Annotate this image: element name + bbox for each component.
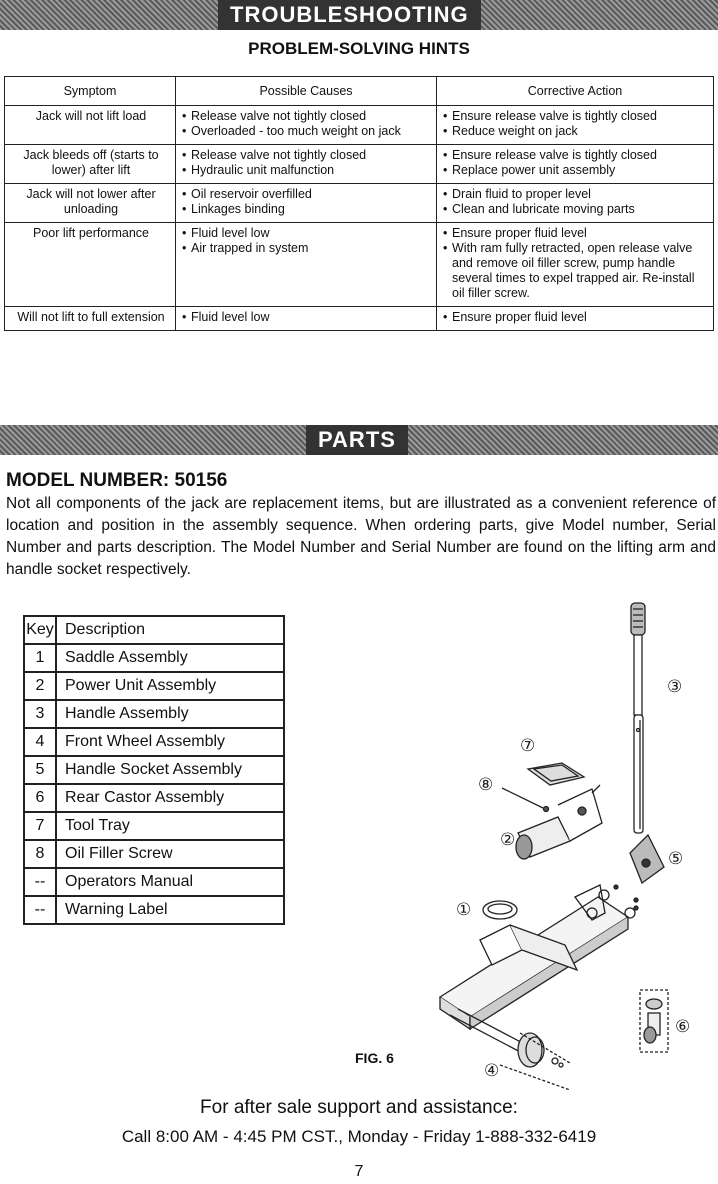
problem-solving-subtitle: PROBLEM-SOLVING HINTS [248, 39, 470, 58]
table-row [24, 672, 284, 700]
part-key: 6 [24, 784, 56, 812]
description-header: Description [56, 616, 284, 644]
key-header: Key [24, 616, 56, 644]
part-description: Rear Castor Assembly [56, 784, 284, 812]
floor-jack-exploded-diagram [330, 595, 718, 1090]
parts-title: PARTS [306, 425, 408, 455]
callout-4: ④ [484, 1061, 500, 1080]
action-item: • With ram fully retracted, open release valve and remove oil filler screw, pump handle several times to expel trapped air. Re-install oil filler screw. [443, 241, 709, 301]
causes-cell [176, 223, 437, 307]
action-item: • Ensure proper fluid level [443, 226, 709, 241]
troubleshooting-title: TROUBLESHOOTING [218, 0, 481, 30]
part-description: Power Unit Assembly [56, 672, 284, 700]
action-item: • Ensure proper fluid level [443, 310, 709, 325]
actions-cell [437, 184, 714, 223]
callout-2: ② [500, 830, 516, 849]
table-row [5, 184, 714, 223]
support-phone-line: Call 8:00 AM - 4:45 PM CST., Monday - Friday 1-888-332-6419 [121, 1127, 597, 1146]
causes-cell [176, 145, 437, 184]
callout-6: ⑥ [675, 1017, 691, 1036]
action-item: • Drain fluid to proper level [443, 187, 709, 202]
cause-item: • Linkages binding [182, 202, 432, 217]
column-corrective-action: Corrective Action [437, 77, 714, 106]
cause-item: • Hydraulic unit malfunction [182, 163, 432, 178]
action-item: • Replace power unit assembly [443, 163, 709, 178]
cause-item: • Air trapped in system [182, 241, 432, 256]
handle-socket-drawing [614, 835, 664, 910]
handle-assembly-drawing [631, 603, 645, 833]
cause-item: • Release valve not tightly closed [182, 148, 432, 163]
callout-5: ⑤ [668, 849, 684, 868]
cause-item: • Fluid level low [182, 226, 432, 241]
table-row [24, 756, 284, 784]
troubleshooting-table [4, 76, 714, 331]
saddle-drawing [483, 901, 517, 919]
part-description: Warning Label [56, 896, 284, 924]
actions-cell [437, 106, 714, 145]
part-description: Tool Tray [56, 812, 284, 840]
part-description: Handle Assembly [56, 700, 284, 728]
symptom-cell: Poor lift performance [5, 223, 176, 307]
action-item: • Ensure release valve is tightly closed [443, 109, 709, 124]
part-key: 8 [24, 840, 56, 868]
symptom-cell: Jack will not lift load [5, 106, 176, 145]
cause-item: • Oil reservoir overfilled [182, 187, 432, 202]
callout-8: ⑧ [478, 775, 494, 794]
table-row [24, 644, 284, 672]
tool-tray-drawing [528, 763, 584, 785]
symptom-cell: Jack bleeds off (starts to lower) after lift [5, 145, 176, 184]
callout-1: ① [456, 900, 472, 919]
part-key: 4 [24, 728, 56, 756]
cause-item: • Overloaded - too much weight on jack [182, 124, 432, 139]
actions-cell [437, 145, 714, 184]
column-symptom: Symptom [5, 77, 176, 106]
table-row [5, 106, 714, 145]
table-row [24, 784, 284, 812]
part-description: Front Wheel Assembly [56, 728, 284, 756]
symptom-cell: Jack will not lower after unloading [5, 184, 176, 223]
parts-list-table [23, 615, 285, 925]
symptom-cell: Will not lift to full extension [5, 307, 176, 331]
troubleshooting-header-band [0, 0, 718, 30]
figure-label: FIG. 6 [355, 1050, 394, 1066]
parts-intro-paragraph: Not all components of the jack are replacement items, but are illustrated as a convenient reference of location and position in the assembly sequence. When ordering parts, give Model number, Serial Number and parts description. The Model Number and Serial Number are found on the lifting arm and handle socket respectively. [6, 495, 716, 578]
cause-item: • Fluid level low [182, 310, 432, 325]
model-number: MODEL NUMBER: 50156 [6, 470, 228, 491]
causes-cell [176, 106, 437, 145]
part-key: -- [24, 896, 56, 924]
action-item: • Ensure release valve is tightly closed [443, 148, 709, 163]
front-wheel-drawing [500, 1033, 570, 1090]
table-row [5, 223, 714, 307]
part-key: 5 [24, 756, 56, 784]
callout-3: ③ [667, 677, 683, 696]
table-row [24, 896, 284, 924]
callout-7: ⑦ [520, 736, 536, 755]
actions-cell [437, 307, 714, 331]
troubleshooting-header-row [5, 77, 714, 106]
part-key: 7 [24, 812, 56, 840]
action-item: • Reduce weight on jack [443, 124, 709, 139]
causes-cell [176, 307, 437, 331]
table-row [24, 812, 284, 840]
table-row [24, 868, 284, 896]
table-row [24, 840, 284, 868]
action-item: • Clean and lubricate moving parts [443, 202, 709, 217]
table-row [5, 307, 714, 331]
table-row [5, 145, 714, 184]
cause-item: • Release valve not tightly closed [182, 109, 432, 124]
column-possible-causes: Possible Causes [176, 77, 437, 106]
parts-header-row [24, 616, 284, 644]
causes-cell [176, 184, 437, 223]
table-row [24, 700, 284, 728]
part-key: -- [24, 868, 56, 896]
support-heading: For after sale support and assistance: [200, 1097, 518, 1118]
part-description: Saddle Assembly [56, 644, 284, 672]
part-description: Oil Filler Screw [56, 840, 284, 868]
rear-castor-drawing [640, 990, 668, 1052]
part-key: 2 [24, 672, 56, 700]
table-row [24, 728, 284, 756]
part-key: 1 [24, 644, 56, 672]
power-unit-drawing [516, 785, 602, 859]
page-number: 7 [354, 1163, 364, 1180]
parts-header-band [0, 425, 718, 455]
part-description: Operators Manual [56, 868, 284, 896]
part-description: Handle Socket Assembly [56, 756, 284, 784]
actions-cell [437, 223, 714, 307]
part-key: 3 [24, 700, 56, 728]
